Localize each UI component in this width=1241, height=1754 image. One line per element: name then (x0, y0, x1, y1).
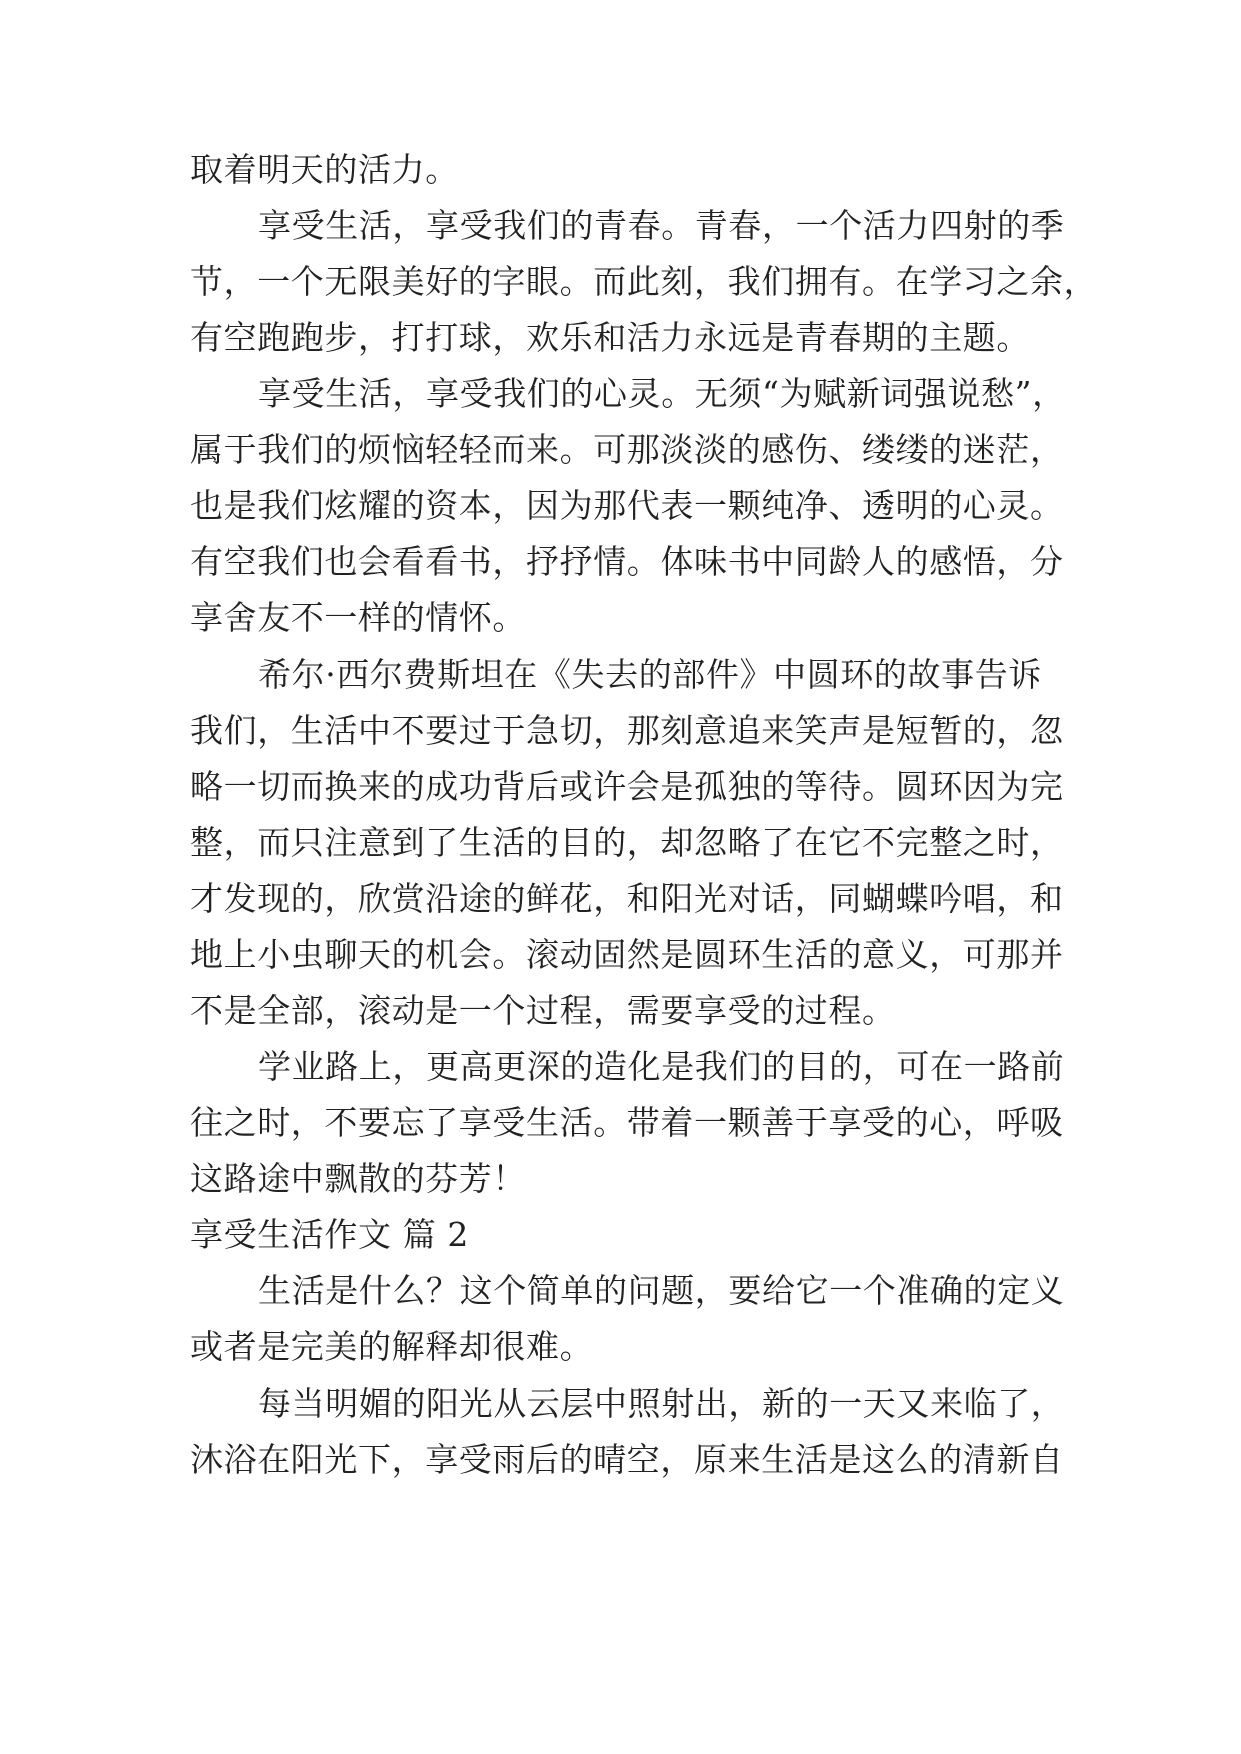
paragraph-first-line: 生活是什么？这个简单的问题，要给它一个准确的定义 (258, 1271, 1065, 1310)
paragraph-first-line: 希尔·西尔费斯坦在《失去的部件》中圆环的故事告诉 (258, 655, 1042, 694)
text-line: 才发现的，欣赏沿途的鲜花，和阳光对话，同蝴蝶吟唱，和 (190, 879, 1064, 918)
text-line: 有空跑跑步，打打球，欢乐和活力永远是青春期的主题。 (190, 318, 1030, 357)
paragraph-first-line: 享受生活，享受我们的青春。青春，一个活力四射的季 (258, 206, 1065, 245)
text-line: 我们，生活中不要过于急切，那刻意追来笑声是短暂的，忽 (190, 711, 1064, 750)
text-line: 沐浴在阳光下，享受雨后的晴空，原来生活是这么的清新自 (190, 1440, 1064, 1479)
text-line: 节，一个无限美好的字眼。而此刻，我们拥有。在学习之余， (190, 262, 1098, 301)
text-line: 取着明天的活力。 (190, 150, 459, 189)
text-line: 属于我们的烦恼轻轻而来。可那淡淡的感伤、缕缕的迷茫， (190, 430, 1064, 469)
text-line: 不是全部，滚动是一个过程，需要享受的过程。 (190, 991, 896, 1030)
text-line: 整，而只注意到了生活的目的，却忽略了在它不完整之时， (190, 823, 1064, 862)
text-line: 也是我们炫耀的资本，因为那代表一颗纯净、透明的心灵。 (190, 486, 1064, 525)
text-line: 略一切而换来的成功背后或许会是孤独的等待。圆环因为完 (190, 767, 1064, 806)
paragraph-first-line: 享受生活，享受我们的心灵。无须“为赋新词强说愁”， (258, 374, 1066, 413)
text-line: 有空我们也会看看书，抒抒情。体味书中同龄人的感悟，分 (190, 542, 1064, 581)
paragraph-first-line: 每当明媚的阳光从云层中照射出，新的一天又来临了， (258, 1384, 1065, 1423)
text-line: 往之时，不要忘了享受生活。带着一颗善于享受的心，呼吸 (190, 1103, 1064, 1142)
text-line: 地上小虫聊天的机会。滚动固然是圆环生活的意义，可那并 (190, 935, 1064, 974)
section-heading: 享受生活作文 篇 2 (190, 1215, 469, 1254)
paragraph-first-line: 学业路上，更高更深的造化是我们的目的，可在一路前 (258, 1047, 1065, 1086)
text-line: 享舍友不一样的情怀。 (190, 598, 526, 637)
text-line: 这路途中飘散的芬芳！ (190, 1159, 526, 1198)
text-line: 或者是完美的解释却很难。 (190, 1327, 594, 1366)
